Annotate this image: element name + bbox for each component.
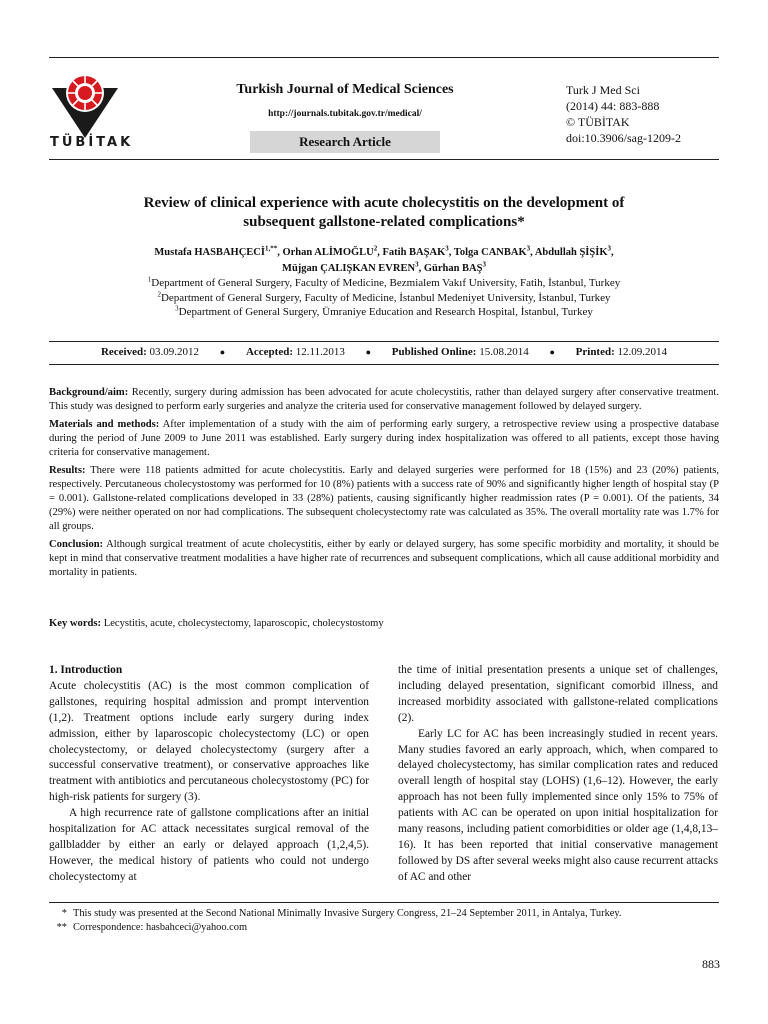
published-date: 15.08.2014 — [479, 346, 529, 358]
footnote-mark: * — [61, 908, 67, 919]
footnote-mark: ** — [56, 922, 67, 933]
body-column-right — [398, 663, 718, 886]
date-separator: ● — [549, 347, 555, 357]
citation-copyright: © TÜBİTAK — [566, 115, 630, 129]
author-affiliation-sup: 1, — [264, 244, 271, 253]
keywords-label: Key words: — [49, 618, 102, 629]
page-number: 883 — [702, 957, 720, 971]
title-line-1: Review of clinical experience with acute cholecystitis on the development of — [143, 195, 625, 211]
author-affiliation-sup: 3 — [445, 244, 449, 253]
body-paragraph: Acute cholecystitis (AC) is the most common complication of gallstones, requiring hospital admission and prompt intervention (1,2). Treatment options include early surgery during index admission, either by laparoscopic cholecystectomy (LC) or open cholecystectomy, or delayed cholecystectomy (surgery after a successful conservative treatment), or conservative approaches like treatment with antibiotics and percutaneous cholecystostomy (PC) for high-risk patients for surgery (3). — [49, 679, 369, 804]
abstract — [49, 386, 719, 584]
author-name: Müjgan ÇALIŞKAN EVREN — [282, 263, 416, 274]
body-paragraph: A high recurrence rate of gallstone complications after an initial hospitalization for AC attack necessitates surgical removal of the gallbladder by either an early or delayed approach (1,2,4,5). However, the medical history of patients who could not undergo cholecystectomy at — [49, 807, 369, 883]
abstract-results: Results: There were 118 patients admitted for acute cholecystitis. Early and delayed surgeries were performed for 18 (15%) and 23 (20%) patients, respectively. Percutaneous cholecystostomy was performed for 10 (8%) patients with a success rate of 90% and significantly higher length of hospital stay (P = 0.001). Gallstone-related complications developed in 33 (28%) patients, causing significantly higher readmission rates (P = 0.001). Of the patients, 34 (29%) were neither operated on nor had complications. The subsequent cholecystectomy rate was calculated as 35%. The overall mortality rate was 1.7% for all groups. — [49, 465, 719, 532]
citation-block — [566, 82, 726, 146]
title-line-2: subsequent gallstone-related complications* — [243, 214, 525, 230]
accepted-date: 12.11.2013 — [295, 346, 345, 358]
logo-text: TÜBİTAK — [50, 135, 134, 150]
keywords-list: Lecystitis, acute, cholecystectomy, laparoscopic, cholecystostomy — [103, 618, 384, 629]
author-affiliation-sup: 3 — [415, 260, 419, 269]
dates-bottom-rule — [49, 364, 719, 365]
body-paragraph: the time of initial presentation presents a unique set of challenges, including delayed presentation, significant comorbid illness, and increased morbidity associated with gallstone-related complications (2). — [398, 664, 718, 724]
article-title — [60, 194, 708, 232]
footnotes — [49, 907, 729, 935]
printed-date: 12.09.2014 — [617, 346, 668, 358]
dates-top-rule — [49, 341, 719, 342]
section-heading: 1. Introduction — [49, 664, 123, 676]
author-name: Fatih BAŞAK — [382, 247, 446, 258]
author-affiliation-sup: 3 — [482, 260, 486, 269]
publication-dates — [49, 346, 719, 358]
corresponding-author-mark: ** — [270, 244, 278, 253]
published-label: Published Online: — [391, 346, 477, 358]
footnote-item — [49, 907, 729, 921]
header-bottom-rule — [49, 159, 719, 160]
citation-doi: doi:10.3906/sag-1209-2 — [566, 131, 681, 145]
article-type-label: Research Article — [250, 131, 440, 153]
body-column-left — [49, 663, 369, 886]
author-name: Tolga CANBAK — [453, 247, 527, 258]
date-separator: ● — [365, 347, 372, 357]
affiliation-item: $^3$Department of General Surgery, Ümraniye Education and Research Hospital, İstanbul, Turkey — [175, 304, 593, 318]
footnote-text: This study was presented at the Second National Minimally Invasive Surgery Congress, 21–24 September 2011, in Antalya, Turkey. — [73, 908, 622, 919]
author-affiliation-sup: 3 — [526, 244, 531, 253]
citation-journal: Turk J Med Sci — [566, 83, 640, 97]
body-paragraph: Early LC for AC has been increasingly studied in recent years. Many studies favored an early approach, which, when compared to delayed cholecystectomy, has similar complication rates and reduced overall length of hospital stay (LOHS) (1,6–12). However, the early approach has not been fully implemented since only 15% to 75% of patients with AC can be operated on upon initial hospitalization for many reasons, including patient comorbidities or older age (1,4,8,13–16). It has been reported that initial conservative management followed by DS after several weeks might also cause recurrent attacks of AC and other — [398, 727, 718, 883]
affiliation-list — [60, 276, 708, 320]
keywords — [49, 617, 719, 631]
footnote-item — [49, 921, 729, 935]
printed-label: Printed: — [575, 346, 615, 358]
footnote-rule — [49, 902, 719, 903]
received-date: 03.09.2012 — [149, 346, 200, 358]
date-separator: ● — [219, 347, 226, 357]
author-name: Mustafa HASBAHÇECİ — [154, 247, 265, 258]
header-top-rule — [49, 57, 719, 58]
footnote-text: Correspondence: hasbahceci@yahoo.com — [73, 922, 248, 933]
author-name: Orhan ALİMOĞLU — [282, 247, 374, 258]
abstract-methods: Materials and methods: After implementation of a study with the aim of performing early surgery, a retrospective review using a prospective database during the period of June 2009 to June 2011 was established. Early surgery during index hospitalization was offered to all patients, except those having criteria for conservative management. — [49, 419, 719, 458]
affiliation-item: $^2$Department of General Surgery, Faculty of Medicine, İstanbul Medeniyet University, İstanbul, Turkey — [157, 289, 611, 304]
journal-url-link[interactable]: http://journals.tubitak.gov.tr/medical/ — [268, 109, 422, 119]
affiliation-item: $^1$Department of General Surgery, Faculty of Medicine, Bezmialem Vakıf University, Fatih, İstanbul, Turkey — [147, 275, 621, 289]
author-list: Mustafa $HASBAHÇECİ^{1,**}$, Orhan ALİMOĞLU$^2$, Fatih BAŞAK$^3$, Tolga CANBAK$^3$, Abdullah ŞİŞİK$^3$, Müjgan ÇALIŞKAN EVREN$^3$, Gürhan BAŞ$^3$ — [154, 244, 614, 274]
citation-volume: (2014) 44: 883-888 — [566, 99, 660, 113]
abstract-background: Background/aim: Recently, surgery during admission has been advocated for acute cholecystitis, rather than delayed surgery after conservative treatment. This study was designed to perform early surgeries and analyze the criteria used for conservative management followed by delayed surgery. — [49, 387, 719, 412]
journal-name: Turkish Journal of Medical Sciences — [236, 82, 454, 97]
abstract-conclusion: Conclusion: Although surgical treatment of acute cholecystitis, either by early or delayed surgery, has some specific morbidity and mortality, it should be kept in mind that conservative treatment modalities a have higher rate of recurrences and subsequent complications, which all cause additional morbidity and mortality in patients. — [49, 539, 719, 578]
author-name: Abdullah ŞİŞİK — [534, 247, 608, 258]
author-affiliation-sup: 3 — [607, 244, 611, 253]
accepted-label: Accepted: — [245, 346, 294, 358]
received-label: Received: — [100, 346, 147, 358]
author-name: Gürhan BAŞ — [423, 263, 483, 274]
author-affiliation-sup: 2 — [373, 244, 378, 253]
